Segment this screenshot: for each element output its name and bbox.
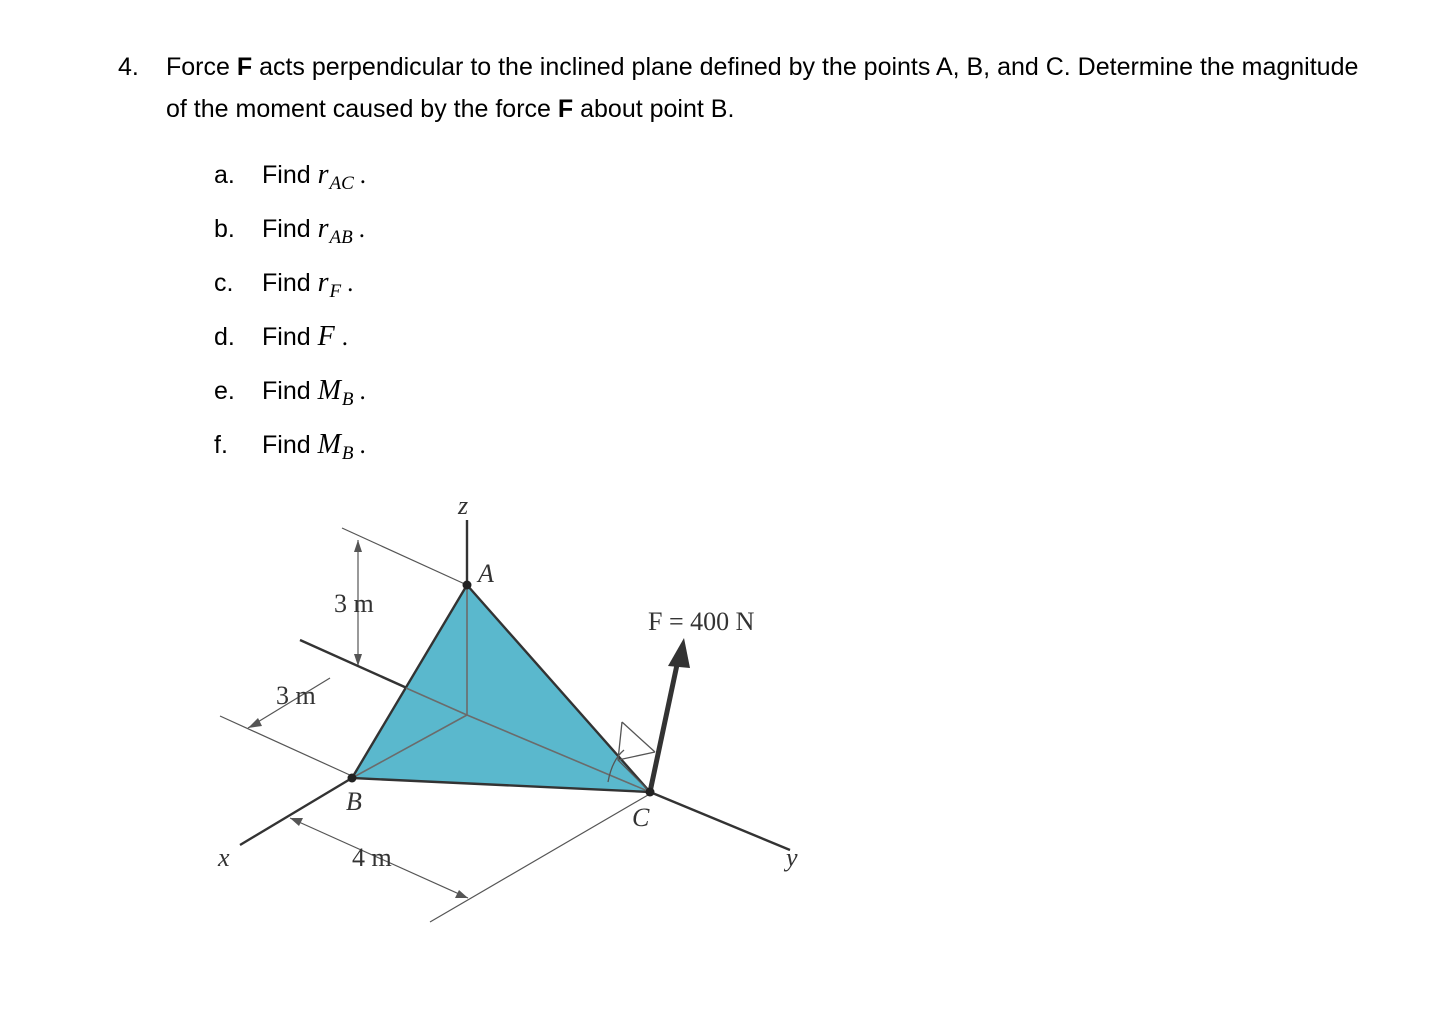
axis-x-label: x <box>218 843 230 872</box>
force-arrow-head <box>668 638 690 668</box>
dim-vertical-label: 3 m <box>334 589 374 618</box>
point-b-dot <box>348 774 357 783</box>
dim-ext-line-y <box>430 795 648 922</box>
dim-ext-line-x <box>220 716 352 776</box>
dim-ext-line-top <box>342 528 467 585</box>
dim-x-label: 3 m <box>276 681 316 710</box>
y-axis-front <box>650 792 790 850</box>
inclined-plane-abc <box>352 585 650 792</box>
dim-y-label: 4 m <box>352 843 392 872</box>
point-c-label: C <box>632 803 650 832</box>
point-c-dot <box>646 788 655 797</box>
axis-z-label: z <box>458 491 469 520</box>
point-a-dot <box>463 581 472 590</box>
problem-text: Force F acts perpendicular to the inclined plane defined by the points A, B, and C. Determine the magnitude of the moment caused by the force F about point B. <box>166 53 1359 123</box>
problem-number: 4. <box>118 53 139 81</box>
point-b-label: B <box>346 787 362 816</box>
axis-y-label: y <box>786 843 798 872</box>
x-axis-front <box>240 778 352 845</box>
point-a-label: A <box>478 559 494 588</box>
force-label: F = 400 N <box>648 607 755 636</box>
force-arrow-shaft <box>650 660 678 792</box>
